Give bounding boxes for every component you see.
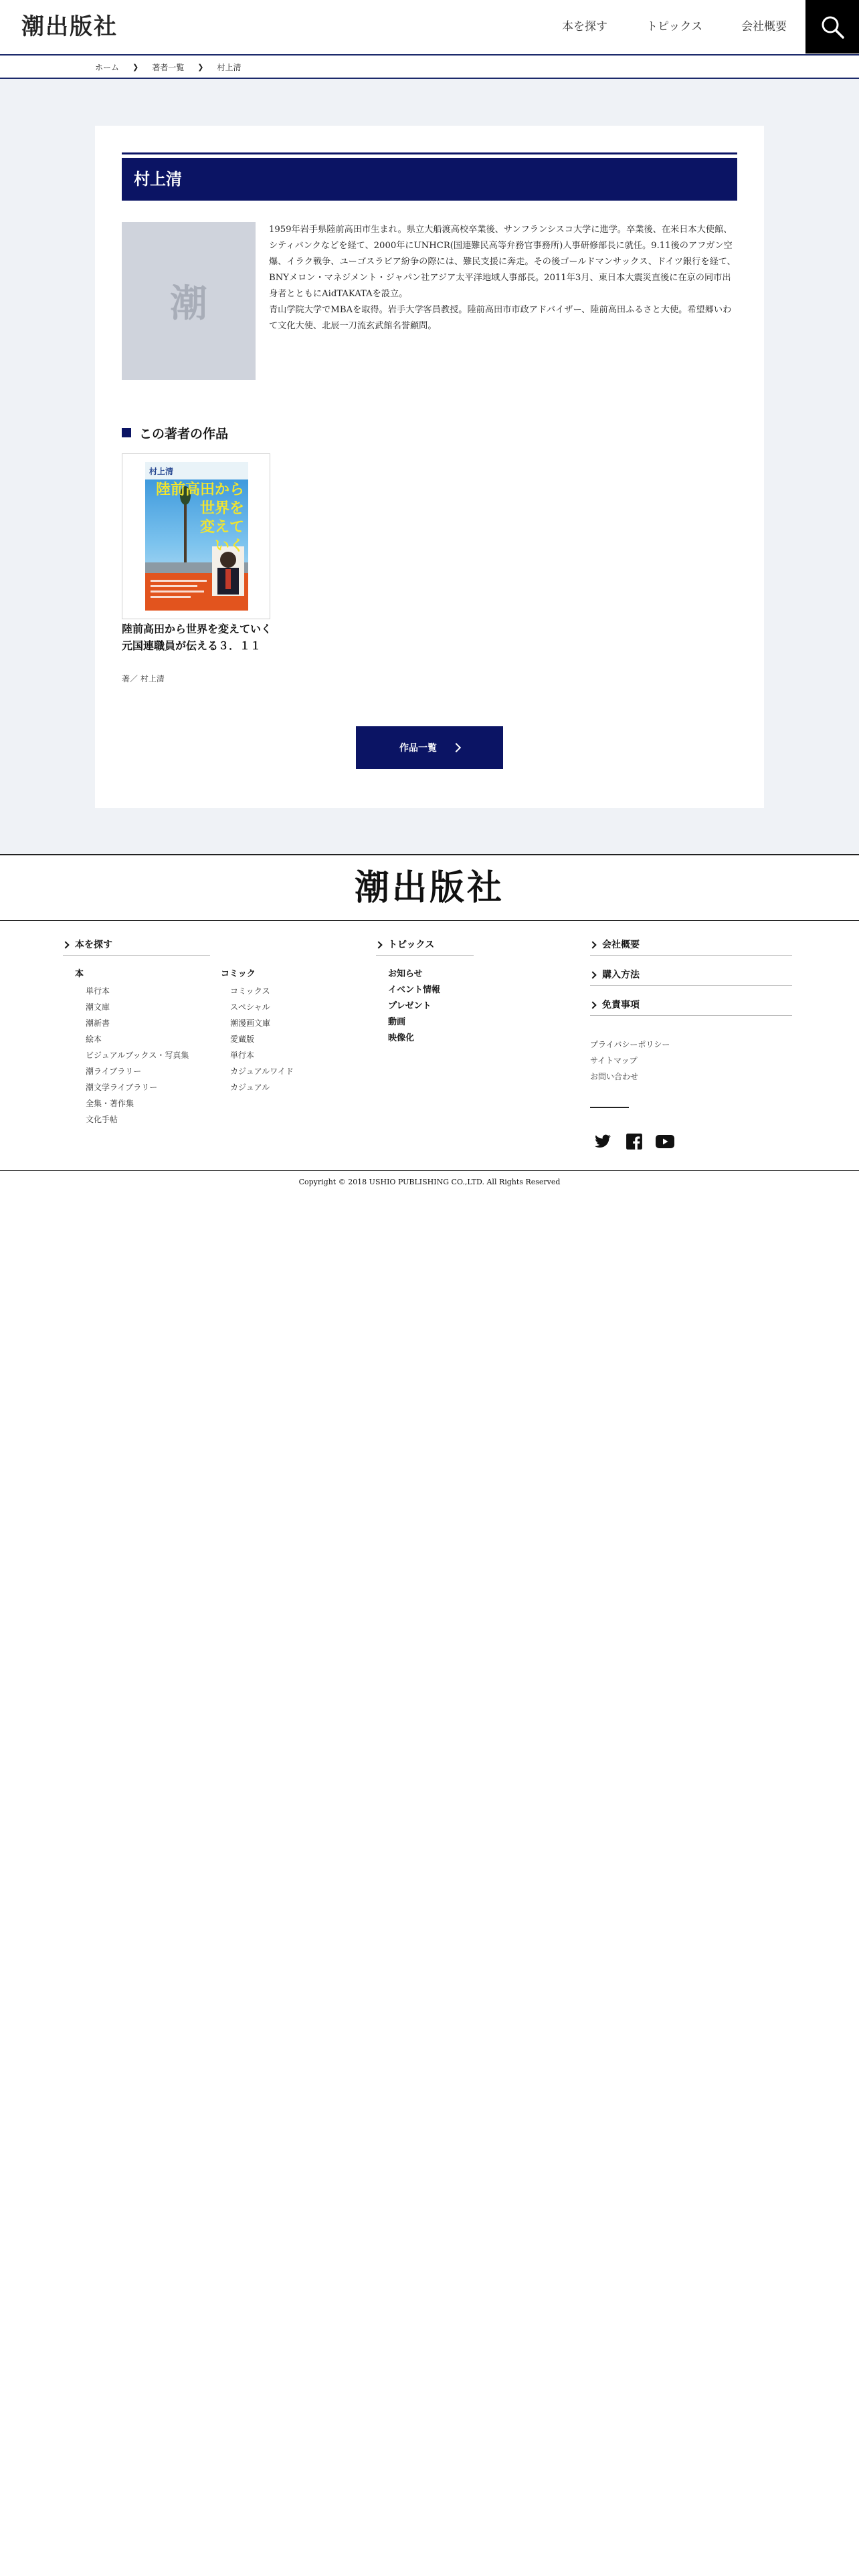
footer-logo-divider bbox=[0, 920, 859, 921]
chevron-right-icon: ❯ bbox=[132, 63, 139, 72]
chevron-right-icon bbox=[589, 1001, 596, 1008]
footer-link-comic[interactable]: カジュアル bbox=[230, 1083, 270, 1092]
footer-top-divider bbox=[0, 854, 859, 855]
footer-heading-purchase[interactable] bbox=[590, 968, 640, 982]
footer-link-book[interactable]: 潮新書 bbox=[86, 1018, 110, 1028]
footer-link-comic[interactable]: 潮漫画文庫 bbox=[230, 1018, 271, 1028]
twitter-link[interactable] bbox=[594, 1133, 611, 1150]
youtube-icon bbox=[656, 1133, 674, 1150]
breadcrumb-home[interactable]: ホーム bbox=[95, 63, 120, 72]
copyright: Copyright © 2018 USHIO PUBLISHING CO.,LTD. All Rights Reserved bbox=[298, 1178, 561, 1186]
footer-link-comic[interactable]: 単行本 bbox=[230, 1051, 255, 1060]
footer-link-topic[interactable]: 動画 bbox=[388, 1017, 406, 1027]
footer-logo[interactable]: 潮出版社 bbox=[354, 868, 504, 908]
cover-title-line: 陸前高田から bbox=[155, 481, 244, 498]
footer-heading-label: 会社概要 bbox=[602, 940, 640, 950]
footer-heading-label: 本を探す bbox=[75, 940, 112, 950]
cover-title-line: 世界を bbox=[199, 500, 244, 517]
cover-title-line: いく bbox=[214, 538, 244, 554]
footer-bottom-divider bbox=[0, 1170, 859, 1171]
author-photo-placeholder bbox=[122, 222, 256, 380]
footer-heading-label: 免責事項 bbox=[602, 1000, 640, 1010]
footer-link-book[interactable]: 全集・著作集 bbox=[86, 1099, 134, 1108]
youtube-link[interactable] bbox=[656, 1133, 673, 1150]
footer-link-book[interactable]: 潮文庫 bbox=[86, 1002, 110, 1012]
nav-topics[interactable]: トピックス bbox=[646, 20, 703, 33]
bio-paragraph: 1959年岩手県陸前高田市生まれ。県立大船渡高校卒業後、サンフランシスコ大学に進学。卒業後、在米日本大使館、シティバンクなどを経て、2000年にUNHCR(国連難民高等弁務官事務所)人事研修部長に就任。9.11後のアフガン空爆、イラク戦争、ユーゴスラビア紛争の際には、難民支援に奔走。その後ゴールドマンサックス、ドイツ銀行を経て、BNYメロン・マネジメント・ジャパン社アジア太平洋地域人事部長。2011年3月、東日本大震災直後に在京の同市出身者とともにAidTAKATAを設立。 bbox=[269, 225, 736, 299]
footer-heading-label: 購入方法 bbox=[602, 970, 640, 980]
footer-link-book[interactable]: 潮ライブラリー bbox=[86, 1067, 142, 1076]
footer-link-comic[interactable]: 愛蔵版 bbox=[230, 1035, 255, 1044]
footer-link-book[interactable]: ビジュアルブックス・写真集 bbox=[86, 1051, 189, 1060]
footer-link-comic[interactable]: カジュアルワイド bbox=[230, 1067, 294, 1076]
chevron-right-icon bbox=[62, 941, 69, 948]
footer-link-company[interactable]: サイトマップ bbox=[590, 1056, 638, 1065]
footer-heading-disclaimer[interactable] bbox=[590, 998, 640, 1012]
footer-link-book[interactable]: 潮文学ライブラリー bbox=[86, 1083, 158, 1092]
breadcrumb bbox=[95, 60, 241, 75]
book-title-link[interactable]: 陸前高田から世界を変えていく 元国連職員が伝える３．１１ bbox=[122, 623, 272, 652]
search-icon bbox=[805, 0, 859, 53]
footer-heading-rule bbox=[590, 985, 792, 986]
author-bio bbox=[269, 222, 737, 334]
book-cover-image bbox=[145, 462, 248, 611]
footer-link-book[interactable]: 単行本 bbox=[86, 986, 110, 996]
footer-heading-rule bbox=[63, 955, 210, 956]
footer-heading-label: トピックス bbox=[388, 940, 435, 950]
footer-heading-rule bbox=[376, 955, 474, 956]
square-bullet-icon bbox=[122, 428, 131, 437]
facebook-link[interactable] bbox=[626, 1133, 643, 1150]
facebook-icon bbox=[626, 1133, 643, 1150]
chevron-right-icon bbox=[452, 743, 461, 752]
nav-company[interactable]: 会社概要 bbox=[741, 20, 787, 33]
title-rule bbox=[122, 152, 737, 154]
footer-link-topic[interactable]: 映像化 bbox=[388, 1033, 415, 1043]
nav-find-books[interactable]: 本を探す bbox=[562, 20, 607, 33]
placeholder-logo: 潮 bbox=[170, 282, 207, 326]
works-heading-label: この著者の作品 bbox=[139, 426, 229, 441]
bio-paragraph: 青山学院大学でMBAを取得。岩手大学客員教授。陸前高田市市政アドバイザー、陸前高田ふるさと大使。希望郷いわて文化大使、北辰一刀流玄武館名誉顧問。 bbox=[269, 305, 732, 331]
footer-heading-company[interactable] bbox=[590, 938, 640, 952]
book-cover-link[interactable] bbox=[122, 453, 270, 619]
social-divider bbox=[590, 1107, 629, 1108]
book-author: 著／ 村上清 bbox=[122, 674, 165, 683]
search-button[interactable] bbox=[805, 0, 859, 53]
works-heading bbox=[122, 424, 228, 441]
author-name-heading: 村上清 bbox=[122, 158, 737, 201]
cover-title-line: 変えて bbox=[199, 519, 244, 536]
chevron-right-icon: ❯ bbox=[197, 63, 204, 72]
footer-group-comic: コミック bbox=[221, 969, 256, 979]
footer-group-book: 本 bbox=[75, 969, 84, 979]
works-list-button-label: 作品一覧 bbox=[399, 743, 437, 754]
footer-link-topic[interactable]: お知らせ bbox=[388, 969, 423, 979]
cover-author-text: 村上清 bbox=[149, 467, 174, 476]
chevron-right-icon bbox=[375, 941, 382, 948]
footer-link-company[interactable]: プライバシーポリシー bbox=[590, 1040, 670, 1049]
footer-heading-rule bbox=[590, 1015, 792, 1016]
footer-link-topic[interactable]: プレゼント bbox=[388, 1001, 432, 1011]
chevron-right-icon bbox=[589, 941, 596, 948]
twitter-icon bbox=[594, 1133, 611, 1150]
footer-link-company[interactable]: お問い合わせ bbox=[590, 1072, 639, 1081]
footer-link-comic[interactable]: コミックス bbox=[230, 986, 270, 996]
footer-link-book[interactable]: 文化手帖 bbox=[86, 1115, 118, 1124]
works-list-button[interactable] bbox=[356, 726, 503, 769]
footer-heading-rule bbox=[590, 955, 792, 956]
breadcrumb-current: 村上清 bbox=[217, 63, 242, 72]
site-header bbox=[0, 0, 859, 53]
chevron-right-icon bbox=[589, 971, 596, 978]
header-divider bbox=[0, 54, 859, 56]
footer-link-comic[interactable]: スペシャル bbox=[230, 1002, 270, 1012]
site-logo[interactable]: 潮出版社 bbox=[21, 13, 118, 40]
footer-heading-topics[interactable] bbox=[376, 938, 434, 952]
footer-link-book[interactable]: 絵本 bbox=[86, 1035, 102, 1044]
author-card bbox=[95, 126, 764, 808]
footer-link-topic[interactable]: イベント情報 bbox=[388, 985, 441, 995]
footer-heading-find-books[interactable] bbox=[63, 938, 112, 952]
breadcrumb-authors[interactable]: 著者一覧 bbox=[152, 63, 185, 72]
